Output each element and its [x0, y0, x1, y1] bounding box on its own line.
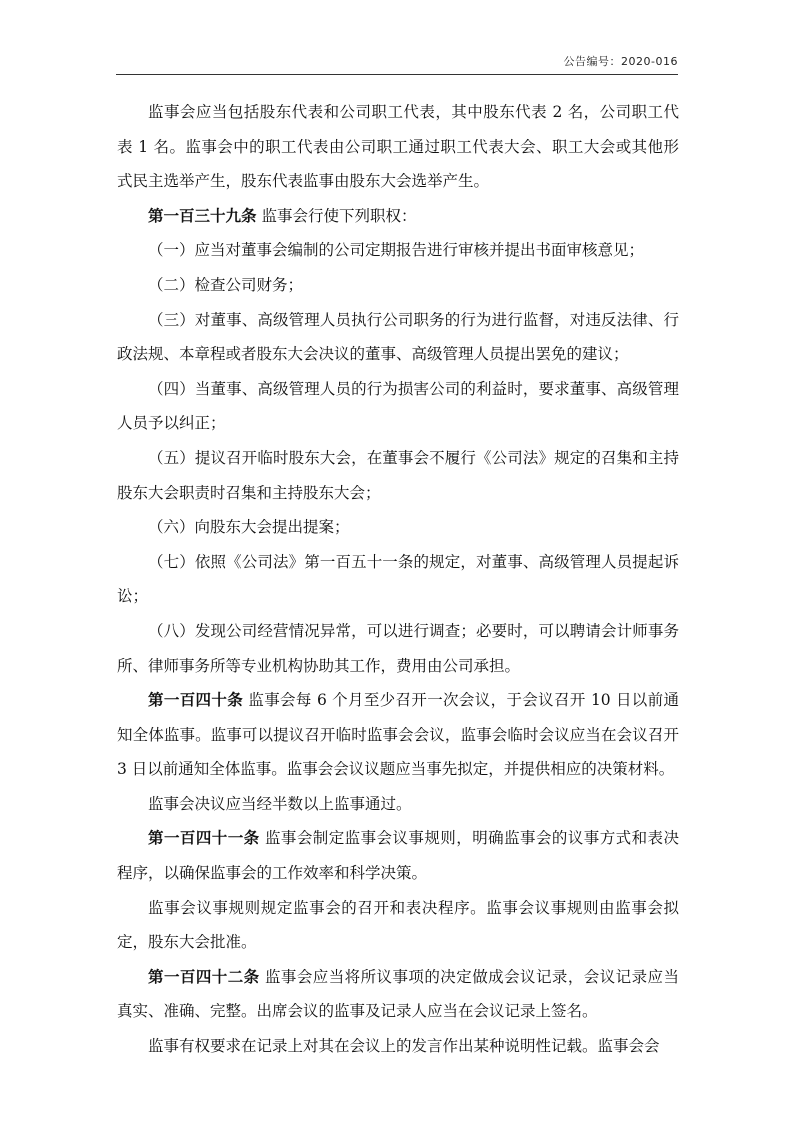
paragraph: [117, 372, 679, 441]
article-heading: 第一百四十条: [148, 690, 244, 710]
paragraph-text: 监事会行使下列职权：: [256, 206, 417, 225]
page-header: [116, 52, 678, 75]
paragraph-text: （五）提议召开临时股东大会，在董事会不履行《公司法》规定的召集和主持股东大会职责时召集和主持股东大会；: [117, 448, 679, 502]
paragraph-text: （一）应当对董事会编制的公司定期报告进行审核并提出书面审核意见；: [148, 241, 645, 260]
notice-number: 公告编号：2020-016: [563, 55, 678, 68]
paragraph-text: 监事有权要求在记录上对其在会议上的发言作出某种说明性记载。监事会会: [148, 1037, 660, 1056]
paragraph: [117, 821, 679, 890]
paragraph-text: （四）当董事、高级管理人员的行为损害公司的利益时，要求董事、高级管理人员予以纠正；: [117, 379, 679, 433]
paragraph: [117, 1029, 679, 1064]
paragraph-text: 监事会应当包括股东代表和公司职工代表，其中股东代表 2 名，公司职工代表 1 名。监事会中的职工代表由公司职工通过职工代表大会、职工大会或其他形式民主选举产生，股东代表监事由股东大会选举产生。: [117, 103, 679, 191]
paragraph-text: 监事会每 6 个月至少召开一次会议，于会议召开 10 日以前通知全体监事。监事可以提议召开临时监事会会议，监事会临时会议应当在会议召开 3 日以前通知全体监事。监事会会议议题应当事先拟定，并提供相应的决策材料。: [117, 691, 679, 779]
paragraph-text: 监事会决议应当经半数以上监事通过。: [148, 794, 412, 813]
paragraph-text: （七）依照《公司法》第一百五十一条的规定，对董事、高级管理人员提起诉讼；: [117, 552, 679, 606]
article-heading: 第一百三十九条: [148, 205, 257, 225]
paragraph: [117, 614, 679, 683]
paragraph: [117, 891, 679, 960]
paragraph: [117, 199, 679, 234]
paragraph: [117, 441, 679, 510]
paragraph: [117, 303, 679, 372]
paragraph-text: （二）检查公司财务；: [148, 275, 304, 294]
paragraph: [117, 268, 679, 303]
paragraph: [117, 95, 679, 199]
paragraph: [117, 960, 679, 1029]
paragraph: [117, 683, 679, 787]
paragraph: [117, 787, 679, 822]
article-heading: 第一百四十二条: [148, 966, 260, 986]
paragraph: [117, 510, 679, 545]
document-body: [117, 95, 679, 1064]
paragraph-text: 监事会制定监事会议事规则，明确监事会的议事方式和表决程序，以确保监事会的工作效率和科学决策。: [117, 829, 679, 883]
paragraph-text: （八）发现公司经营情况异常，可以进行调查；必要时，可以聘请会计师事务所、律师事务所等专业机构协助其工作，费用由公司承担。: [117, 621, 679, 675]
paragraph-text: 监事会应当将所议事项的决定做成会议记录，会议记录应当真实、准确、完整。出席会议的监事及记录人应当在会议记录上签名。: [117, 967, 679, 1021]
paragraph-text: （三）对董事、高级管理人员执行公司职务的行为进行监督，对违反法律、行政法规、本章程或者股东大会决议的董事、高级管理人员提出罢免的建议；: [117, 310, 679, 364]
article-heading: 第一百四十一条: [148, 828, 260, 848]
paragraph: [117, 233, 679, 268]
paragraph: [117, 545, 679, 614]
paragraph-text: （六）向股东大会提出提案；: [148, 518, 350, 537]
paragraph-text: 监事会议事规则规定监事会的召开和表决程序。监事会议事规则由监事会拟定，股东大会批准。: [117, 898, 679, 952]
